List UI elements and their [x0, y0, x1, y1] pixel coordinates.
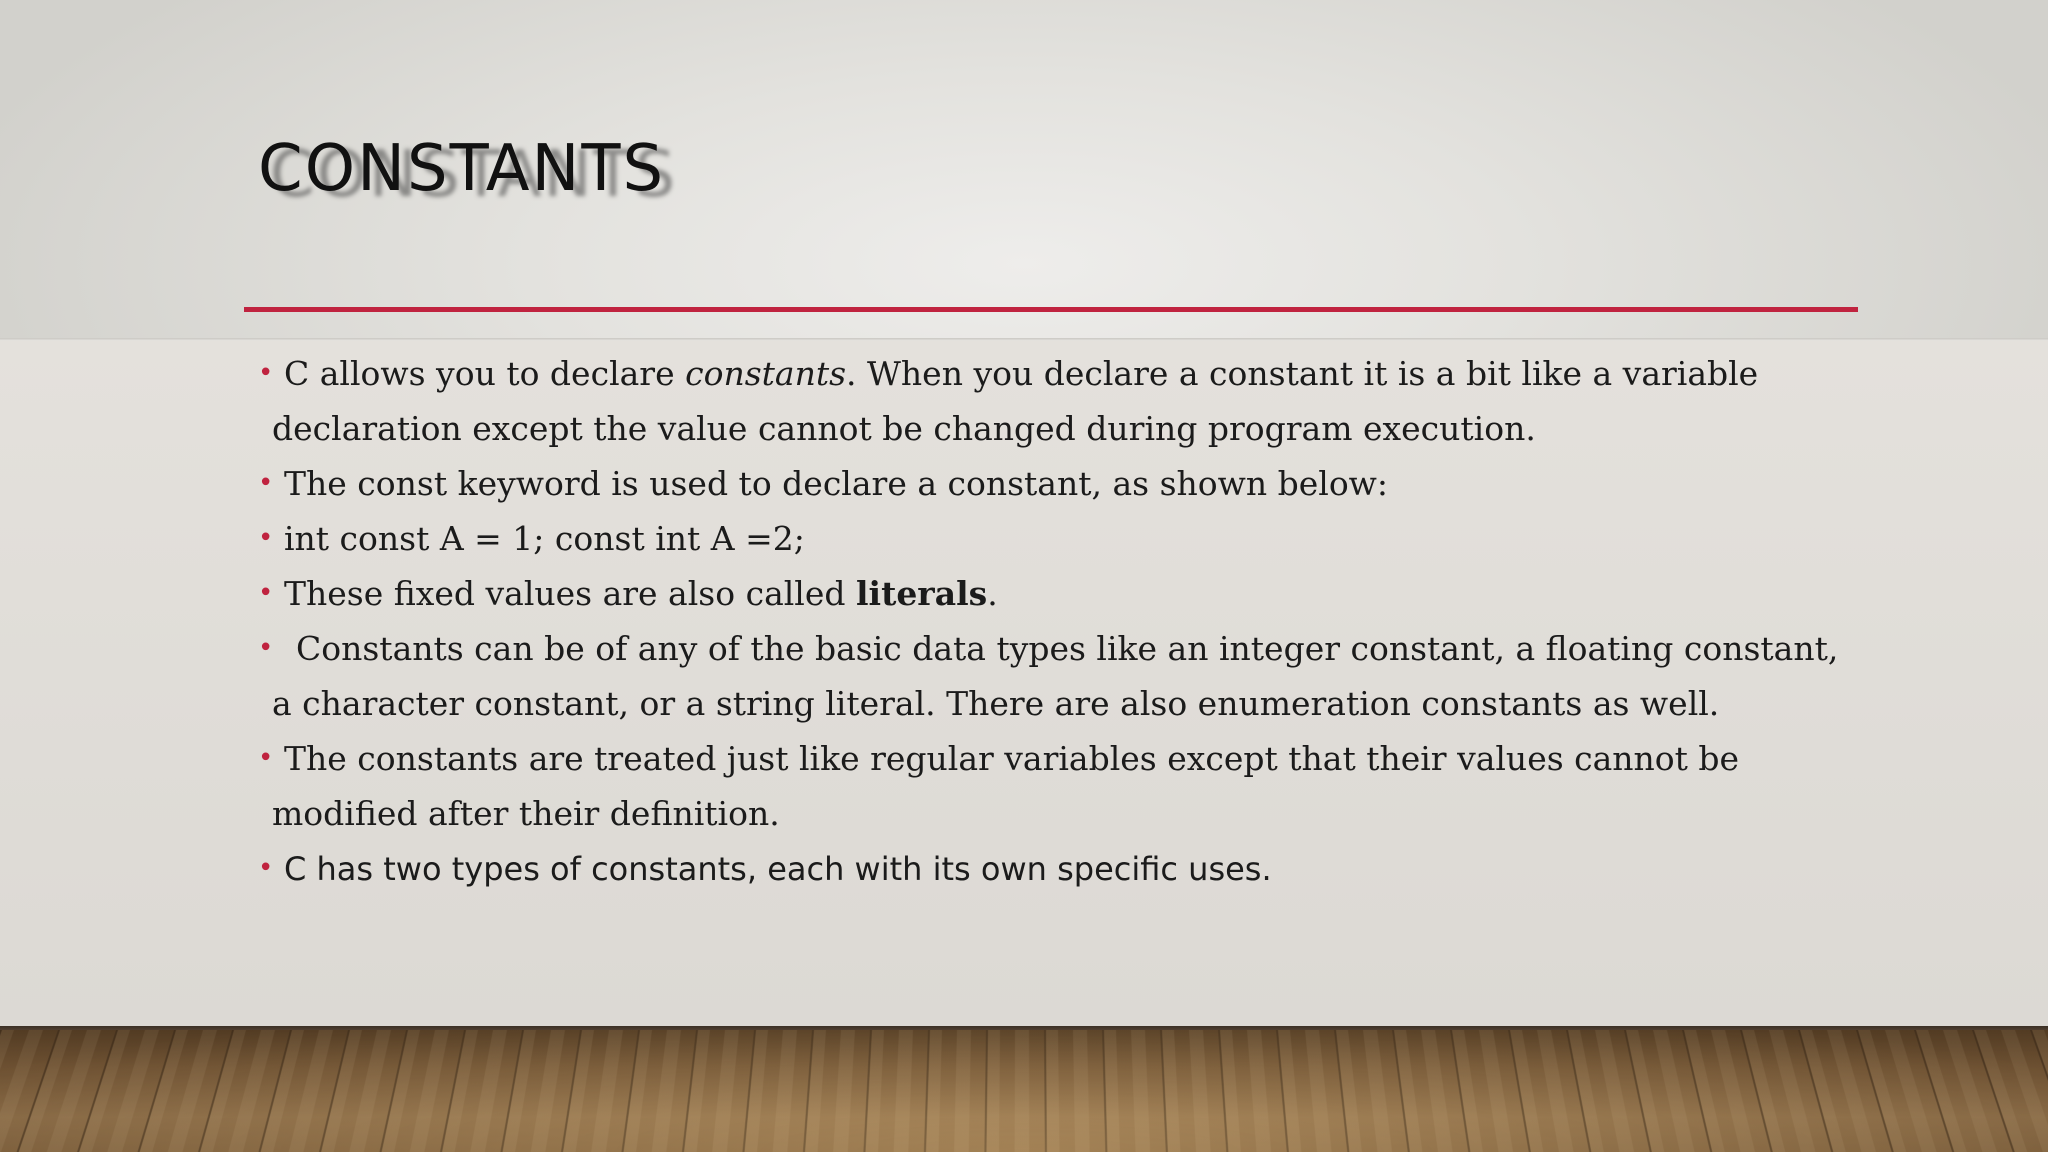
bullet-item-const-keyword — [258, 456, 1798, 511]
bullet-text: Constants can be of any of the basic data types like an integer constant, a floating constant, — [296, 629, 1839, 668]
title-underline — [244, 307, 1858, 312]
bullet-item-declare-constants — [258, 346, 1798, 456]
bullet-text: C has two types of constants, each with its own specific uses. — [284, 850, 1272, 888]
emphasis-constants: constants — [685, 354, 847, 393]
bullet-text: These fixed values are also called literals. — [284, 574, 998, 613]
bullet-text: The const keyword is used to declare a constant, as shown below: — [284, 464, 1389, 503]
bullet-text-continued: a character constant, or a string literal. There are also enumeration constants as well. — [272, 684, 1720, 723]
bullet-item-treated-like-variables — [258, 731, 1798, 841]
bullet-item-data-types — [258, 621, 1839, 731]
bullet-icon: • — [258, 743, 274, 773]
bullet-item-two-types — [258, 841, 1798, 897]
bullet-icon: • — [258, 853, 274, 883]
bullet-text-continued: modified after their definition. — [272, 794, 780, 833]
bullet-list — [258, 346, 1839, 897]
slide-title: CONSTANTS — [258, 132, 666, 206]
bullet-icon: • — [258, 468, 274, 498]
emphasis-literals: literals — [856, 574, 988, 613]
bullet-item-literals — [258, 566, 1798, 621]
bullet-icon: • — [258, 523, 274, 553]
bullet-text-continued: declaration except the value cannot be changed during program execution. — [272, 409, 1536, 448]
bullet-text: The constants are treated just like regular variables except that their values cannot be — [284, 739, 1740, 778]
bullet-text: C allows you to declare constants. When you declare a constant it is a bit like a variable — [284, 354, 1759, 393]
bullet-icon: • — [258, 633, 274, 663]
bullet-icon: • — [258, 358, 274, 388]
wood-floor-tint — [0, 1030, 2048, 1152]
bullet-item-code-example — [258, 511, 1798, 566]
bullet-text: int const A = 1; const int A =2; — [284, 519, 805, 558]
bullet-icon: • — [258, 578, 274, 608]
